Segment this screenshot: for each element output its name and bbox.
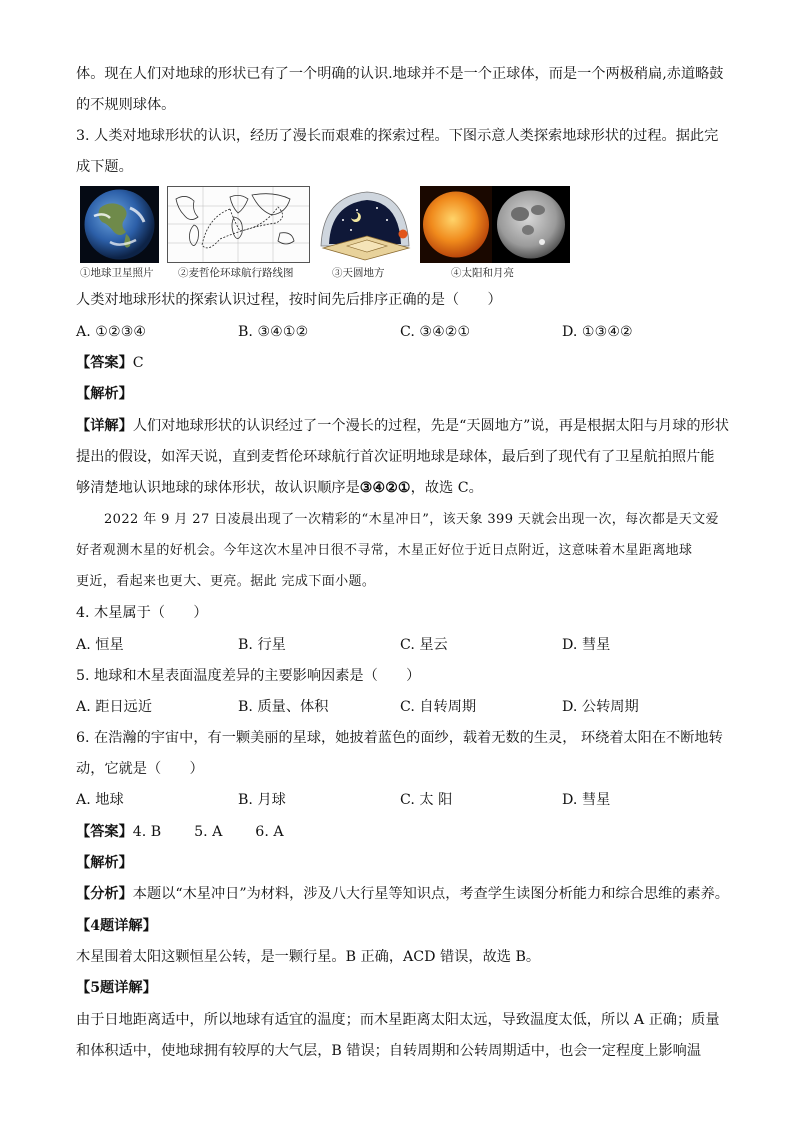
- q4-option-a: A. 恒星: [76, 637, 124, 653]
- answers-456-values: 4. B 5. A 6. A: [132, 824, 284, 840]
- d5-line-2: 和体积适中，使地球拥有较厚的大气层，B 错误；自转周期和公转周期适中，也会一定程度上影响温: [76, 1043, 702, 1059]
- detail-text-3a: 够清楚地认识地球的球体形状，故认识顺序是: [76, 480, 360, 496]
- detail-order: ③④②①: [359, 480, 411, 496]
- fenxi-text: 本题以“木星冲日”为材料，涉及八大行星等知识点，考查学生读图分析能力和综合思维的素养。: [132, 886, 729, 902]
- detail-text-1: 人们对地球形状的认识经过了一个漫长的过程，先是“天圆地方”说，再是根据太阳与月球的形状: [132, 418, 729, 434]
- q6-option-b: B. 月球: [238, 792, 286, 808]
- q3-option-d: D. ①③④②: [562, 324, 633, 340]
- q4-option-b: B. 行星: [238, 637, 286, 653]
- analysis-456-label: 【解析】: [76, 855, 133, 871]
- detail-label: 【详解】: [76, 418, 133, 434]
- answers-456: [76, 822, 284, 842]
- q5-option-b: B. 质量、体积: [238, 699, 329, 715]
- q6-stem-line-1: 6. 在浩瀚的宇宙中，有一颗美丽的星球，她披着蓝色的面纱，载着无数的生灵， 环绕着太阳在不断地转: [76, 730, 723, 746]
- passage-line-3: 更近，看起来也更大、更亮。据此 完成下面小题。: [76, 574, 376, 589]
- q5-option-d: D. 公转周期: [562, 699, 639, 715]
- answer-value: C: [132, 355, 144, 371]
- q4-stem: 4. 木星属于（ ）: [76, 605, 208, 621]
- passage-line-2: 好者观测木星的好机会。今年这次木星冲日很不寻常，木星正好位于近日点附近，这意味着木星距离地球: [76, 543, 693, 558]
- d5-label: 【5题详解】: [76, 980, 157, 996]
- caption-4: ④太阳和月亮: [451, 267, 514, 279]
- q5-option-c: C. 自转周期: [400, 699, 477, 715]
- answers-456-label: 【答案】: [76, 824, 133, 840]
- q3-detail-line-2: 提出的假设，如浑天说，直到麦哲伦环球航行首次证明地球是球体，最后到了现代有了卫星航拍照片能: [76, 449, 715, 465]
- q3-option-c: C. ③④②①: [400, 324, 471, 340]
- fenxi-line: [76, 884, 729, 904]
- earth-satellite-photo: [80, 186, 159, 263]
- q6-option-a: A. 地球: [76, 792, 124, 808]
- caption-1: ①地球卫星照片: [80, 267, 154, 279]
- heaven-round-earth-square-figure: [317, 186, 411, 263]
- sun-and-moon-photo: [420, 186, 570, 263]
- d4-text: 木星围着太阳这颗恒星公转，是一颗行星。B 正确，ACD 错误，故选 B。: [76, 949, 541, 965]
- answer-label: 【答案】: [76, 355, 133, 371]
- magellan-route-map: [167, 186, 310, 263]
- q5-stem: 5. 地球和木星表面温度差异的主要影响因素是（ ）: [76, 668, 421, 684]
- q6-option-c: C. 太 阳: [400, 792, 453, 808]
- q3-analysis-label: 【解析】: [76, 386, 133, 402]
- fenxi-label: 【分析】: [76, 886, 133, 902]
- q4-option-c: C. 星云: [400, 637, 448, 653]
- q3-stem-line-2: 成下题。: [76, 159, 133, 175]
- q6-option-d: D. 彗星: [562, 792, 611, 808]
- q5-option-a: A. 距日远近: [76, 699, 153, 715]
- caption-3: ③天圆地方: [332, 267, 385, 279]
- q3-detail-line-1: [76, 416, 729, 436]
- q4-option-d: D. 彗星: [562, 637, 611, 653]
- detail-text-3c: ，故选 C。: [410, 480, 483, 496]
- d4-label: 【4题详解】: [76, 918, 157, 934]
- d5-line-1: 由于日地距离适中，所以地球有适宜的温度；而木星距离太阳太远，导致温度太低，所以 A 正确；质量: [76, 1012, 720, 1028]
- intro-line-2: 的不规则球体。: [76, 97, 176, 113]
- q3-option-a: A. ①②③④: [76, 324, 147, 340]
- q3-stem-line-1: 3. 人类对地球形状的认识，经历了漫长而艰难的探索过程。下图示意人类探索地球形状的过程。据此完: [76, 128, 719, 144]
- q6-stem-line-2: 动，它就是（ ）: [76, 761, 204, 777]
- q3-answer: [76, 353, 144, 373]
- q3-question: 人类对地球形状的探索认识过程，按时间先后排序正确的是（ ）: [76, 292, 502, 308]
- passage-line-1: 2022 年 9 月 27 日凌晨出现了一次精彩的“木星冲日”，该天象 399 天就会出现一次，每次都是天文爱: [104, 512, 719, 527]
- intro-line-1: 体。现在人们对地球的形状已有了一个明确的认识.地球并不是一个正球体，而是一个两极稍扁,赤道略鼓: [76, 66, 724, 82]
- caption-2: ②麦哲伦环球航行路线图: [178, 267, 294, 279]
- q3-detail-line-3: [76, 478, 483, 498]
- q3-option-b: B. ③④①②: [238, 324, 309, 340]
